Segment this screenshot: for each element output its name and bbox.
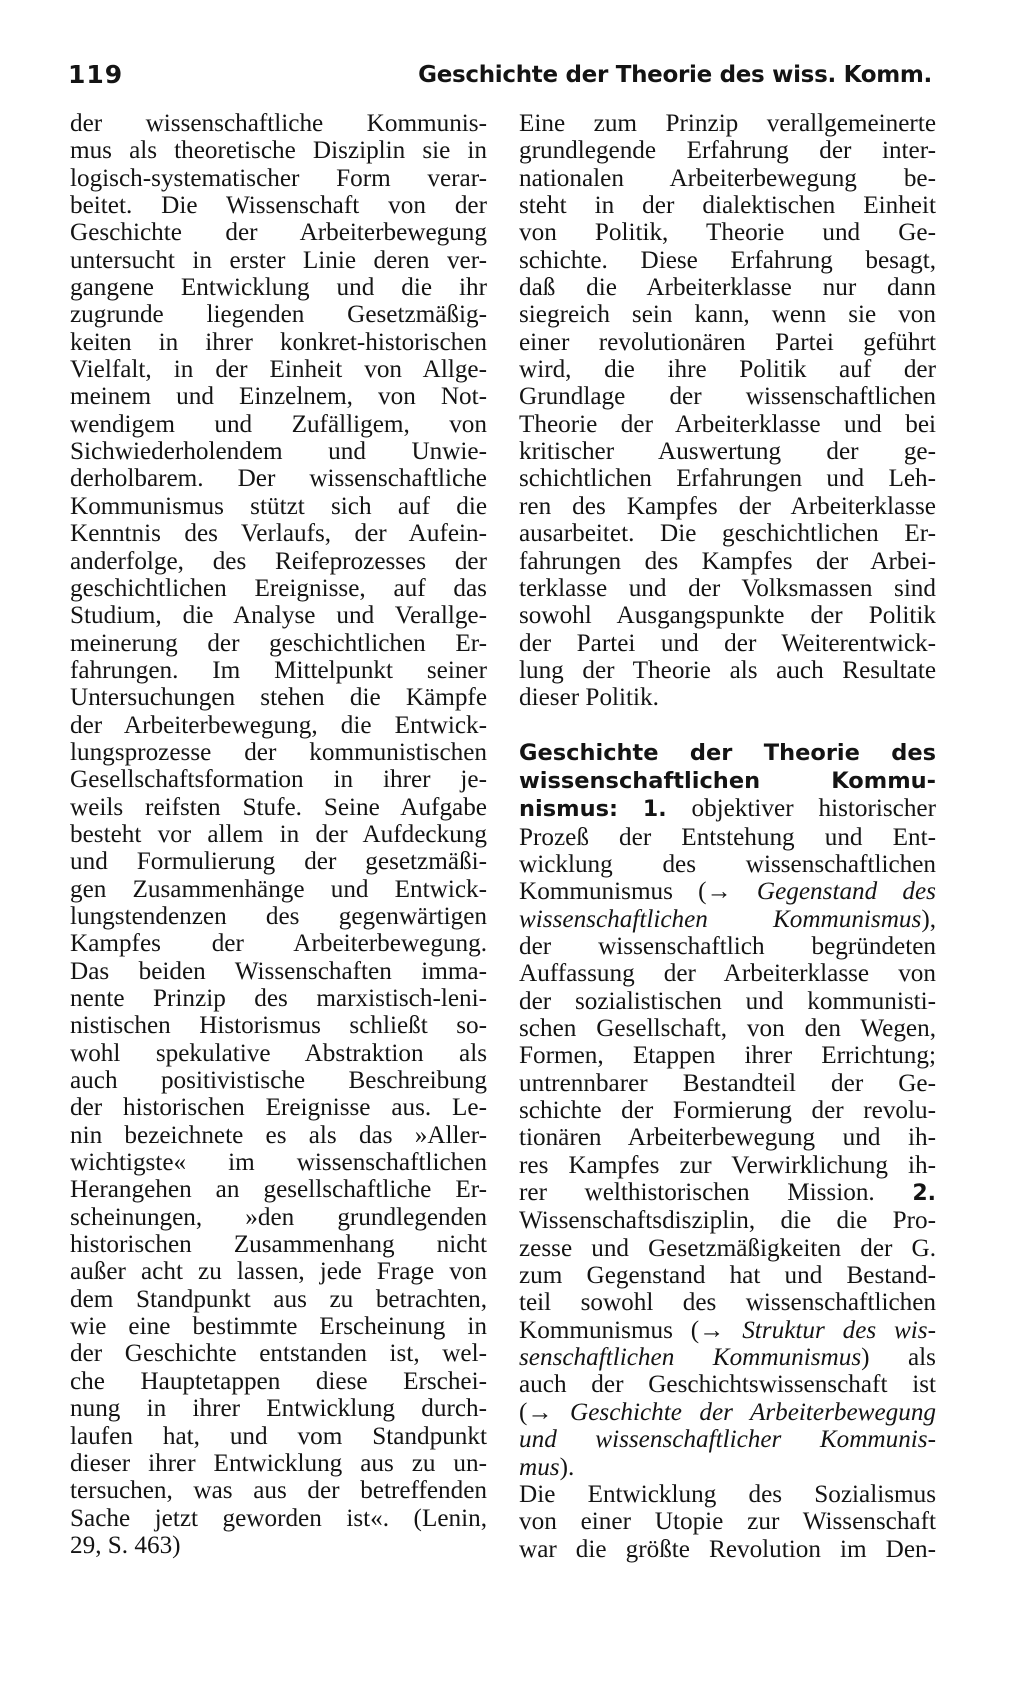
text-line: ren des Kampfes der Arbeiterklasse xyxy=(519,492,936,520)
text-line: Sichwiederholendem und Unwie- xyxy=(70,438,487,466)
entry-line xyxy=(519,878,936,905)
text-line: Auffassung der Arbeiterklasse von xyxy=(519,960,936,988)
text-line: der Arbeiterbewegung, die Entwick- xyxy=(70,711,487,739)
text-line: meinem und Einzelnem, von Not- xyxy=(70,383,487,411)
entry-line xyxy=(519,1454,936,1481)
text-line: che Hauptetappen diese Erschei- xyxy=(70,1367,487,1395)
text-line: wendigem und Zufälligem, von xyxy=(70,410,487,438)
cross-reference-arrow: → xyxy=(527,1398,553,1426)
left-column xyxy=(70,110,487,1559)
paragraph-politics-theory-history xyxy=(519,110,936,712)
text-line: Die Entwicklung des Sozialismus xyxy=(519,1480,936,1508)
text-line: Eine zum Prinzip verallgemeinerte xyxy=(519,110,936,137)
text-line: lungstendenzen des gegenwärtigen xyxy=(70,902,487,930)
text-line: wie eine bestimmte Erscheinung in xyxy=(70,1313,487,1341)
text-line: der wissenschaftliche Kommunis- xyxy=(70,110,487,137)
text-line: war die größte Revolution im Den- xyxy=(519,1535,936,1563)
text-line: untrennbarer Bestandteil der Ge- xyxy=(519,1069,936,1097)
text-line: und Formulierung der gesetzmäßi- xyxy=(70,848,487,876)
text-line: zesse und Gesetzmäßigkeiten der G. xyxy=(519,1234,936,1262)
text-line: Untersuchungen stehen die Kämpfe xyxy=(70,684,487,712)
text-line: zugrunde liegenden Gesetzmäßig- xyxy=(70,301,487,329)
cross-reference[interactable]: mus xyxy=(519,1453,560,1481)
text-line: scheinungen, »den grundlegenden xyxy=(70,1203,487,1231)
entry-line xyxy=(519,1426,936,1453)
entry-line xyxy=(519,1399,936,1426)
entry-text: ( xyxy=(519,1398,528,1426)
entry-line xyxy=(519,767,936,795)
entry-heading: Geschichte der Theorie des xyxy=(519,739,936,766)
text-line: schichtlichen Erfahrungen und Leh- xyxy=(519,465,936,493)
text-line: mus als theoretische Disziplin sie in xyxy=(70,137,487,165)
text-line: daß die Arbeiterklasse nur dann xyxy=(519,274,936,302)
text-line: beitet. Die Wissenschaft von der xyxy=(70,192,487,220)
text-line: besteht vor allem in der Aufdeckung xyxy=(70,820,487,848)
text-line: Theorie der Arbeiterklasse und bei xyxy=(519,410,936,438)
text-line: kritischer Auswertung der ge- xyxy=(519,438,936,466)
text-line: von einer Utopie zur Wissenschaft xyxy=(519,1508,936,1536)
entry-line: wicklung des wissenschaftlichen xyxy=(519,850,936,878)
text-line: Herangehen an gesellschaftliche Er- xyxy=(70,1176,487,1204)
entry-line xyxy=(519,1317,936,1344)
text-line: der historischen Ereignisse aus. Le- xyxy=(70,1094,487,1122)
page-number: 119 xyxy=(68,60,124,89)
cross-reference[interactable]: Geschichte der Arbeiterbewegung xyxy=(570,1398,937,1426)
text-line: siegreich sein kann, wenn sie von xyxy=(519,301,936,329)
text-line: schichte der Formierung der revolu- xyxy=(519,1097,936,1125)
text-line: außer acht zu lassen, jede Frage von xyxy=(70,1258,487,1286)
text-line: dieser Politik. xyxy=(519,684,659,712)
text-line: Kenntnis des Verlaufs, der Aufein- xyxy=(70,520,487,548)
cross-reference[interactable]: Gegenstand des xyxy=(756,878,936,906)
text-line: nente Prinzip des marxistisch-leni- xyxy=(70,985,487,1012)
text-line: Vielfalt, in der Einheit von Allge- xyxy=(70,356,487,384)
text-line: einer revolutionären Partei geführt xyxy=(519,328,936,356)
text-line: schen Gesellschaft, von den Wegen, xyxy=(519,1015,936,1042)
cross-reference[interactable]: wissenschaftlichen Kommunismus xyxy=(519,905,922,933)
entry-line xyxy=(519,1179,936,1207)
text-line: anderfolge, des Reifeprozesses der xyxy=(70,547,487,575)
paragraph-socialism-development xyxy=(519,1481,936,1563)
text-line: Sache jetzt geworden ist«. (Lenin, xyxy=(70,1504,487,1532)
text-line: Formen, Etappen ihrer Errichtung; xyxy=(519,1042,936,1070)
text-line: Gesellschaftsformation in ihrer je- xyxy=(70,766,487,794)
entry-line: Prozeß der Entstehung und Ent- xyxy=(519,823,936,851)
entry-text: ) als xyxy=(861,1344,936,1372)
entry-line xyxy=(519,739,936,767)
cross-reference[interactable]: und wissenschaftlicher Kommunis- xyxy=(519,1426,936,1454)
text-line: wohl spekulative Abstraktion als xyxy=(70,1039,487,1067)
dictionary-entry xyxy=(519,739,936,1481)
text-line: wird, die ihre Politik auf der xyxy=(519,356,936,384)
entry-text: rer welthistorischen Mission. xyxy=(519,1179,875,1207)
text-line: nung in ihrer Entwicklung durch- xyxy=(70,1395,487,1423)
text-line: terklasse und der Volksmassen sind xyxy=(519,574,936,602)
text-line: gangene Entwicklung und die ihr xyxy=(70,274,487,302)
text-line: tersuchen, was aus der betreffenden xyxy=(70,1477,487,1505)
text-line: Das beiden Wissenschaften imma- xyxy=(70,957,487,985)
text-line: laufen hat, und vom Standpunkt xyxy=(70,1422,487,1450)
sense-number-2: 2. xyxy=(912,1181,936,1207)
text-line: gen Zusammenhänge und Entwick- xyxy=(70,875,487,903)
sense-number-1: 1. xyxy=(642,797,667,823)
text-line: Studium, die Analyse und Verallge- xyxy=(70,602,487,630)
entry-body xyxy=(519,1207,936,1316)
text-line: der sozialistischen und kommunisti- xyxy=(519,987,936,1015)
text-line: Kampfes der Arbeiterbewegung. xyxy=(70,930,487,958)
text-line: sowohl Ausgangspunkte der Politik xyxy=(519,602,936,630)
text-line: teil sowohl des wissenschaftlichen xyxy=(519,1289,936,1317)
text-line: meinerung der geschichtlichen Er- xyxy=(70,629,487,657)
text-line: von Politik, Theorie und Ge- xyxy=(519,219,936,247)
text-line: Wissenschaftsdisziplin, die die Pro- xyxy=(519,1207,936,1235)
entry-text: ). xyxy=(559,1453,575,1481)
text-line: der Geschichte entstanden ist, wel- xyxy=(70,1340,487,1368)
text-line: derholbarem. Der wissenschaftliche xyxy=(70,465,487,493)
text-line: lung der Theorie als auch Resultate xyxy=(519,656,936,684)
entry-text: ), xyxy=(921,905,936,933)
entry-text: Kommunismus ( xyxy=(519,878,707,906)
text-line: tionären Arbeiterbewegung und ih- xyxy=(519,1124,936,1152)
entry-body xyxy=(519,933,936,1179)
running-head: Geschichte der Theorie des wiss. Komm. xyxy=(418,62,932,88)
entry-line xyxy=(519,795,936,823)
cross-reference[interactable]: senschaftlichen Kommunismus xyxy=(519,1344,862,1372)
text-line: nationalen Arbeiterbewegung be- xyxy=(519,164,936,192)
cross-reference-arrow: → xyxy=(699,1316,725,1344)
text-line: res Kampfes zur Verwirklichung ih- xyxy=(519,1151,936,1179)
text-line: dieser ihrer Entwicklung aus zu un- xyxy=(70,1449,487,1477)
text-line: dem Standpunkt aus zu betrachten, xyxy=(70,1285,487,1313)
entry-heading: wissenschaftlichen Kommu- xyxy=(519,767,936,794)
cross-reference-arrow: → xyxy=(706,878,732,906)
text-line: Geschichte der Arbeiterbewegung xyxy=(70,219,487,247)
text-line: weils reifsten Stufe. Seine Aufgabe xyxy=(70,793,487,821)
text-line: schichte. Diese Erfahrung besagt, xyxy=(519,246,936,274)
entry-text: objektiver historischer xyxy=(691,795,936,823)
text-line: auch positivistische Beschreibung xyxy=(70,1067,487,1095)
text-line: der Partei und der Weiterentwick- xyxy=(519,629,936,657)
text-line: zum Gegenstand hat und Bestand- xyxy=(519,1262,936,1290)
entry-text: Kommunismus ( xyxy=(519,1316,700,1344)
text-line: untersucht in erster Linie deren ver- xyxy=(70,246,487,274)
text-line: steht in der dialektischen Einheit xyxy=(519,192,936,220)
text-line: fahrungen. Im Mittelpunkt seiner xyxy=(70,656,487,684)
text-line: geschichtlichen Ereignisse, auf das xyxy=(70,574,487,602)
text-line: fahrungen des Kampfes der Arbei- xyxy=(519,547,936,575)
text-line: lungsprozesse der kommunistischen xyxy=(70,738,487,766)
entry-line xyxy=(519,906,936,933)
text-line: nin bezeichnete es als das »Aller- xyxy=(70,1121,487,1149)
cross-reference[interactable]: Struktur des wis- xyxy=(742,1316,936,1344)
entry-line: auch der Geschichtswissenschaft ist xyxy=(519,1371,936,1399)
text-line: Kommunismus stützt sich auf die xyxy=(70,492,487,520)
text-line: ausarbeitet. Die geschichtlichen Er- xyxy=(519,520,936,548)
paragraph-gap xyxy=(519,712,936,739)
text-line: Grundlage der wissenschaftlichen xyxy=(519,383,936,411)
text-line: grundlegende Erfahrung der inter- xyxy=(519,137,936,165)
text-line: nistischen Historismus schließt so- xyxy=(70,1012,487,1040)
text-line: der wissenschaftlich begründeten xyxy=(519,932,936,960)
text-line: 29, S. 463) xyxy=(70,1531,181,1559)
right-column xyxy=(519,110,936,1563)
text-line: historischen Zusammenhang nicht xyxy=(70,1231,487,1259)
text-line: logisch-systematischer Form verar- xyxy=(70,164,487,192)
text-line: keiten in ihrer konkret-historischen xyxy=(70,328,487,356)
entry-heading: nismus: xyxy=(519,796,618,823)
text-line: wichtigste« im wissenschaftlichen xyxy=(70,1149,487,1177)
entry-line xyxy=(519,1344,936,1371)
